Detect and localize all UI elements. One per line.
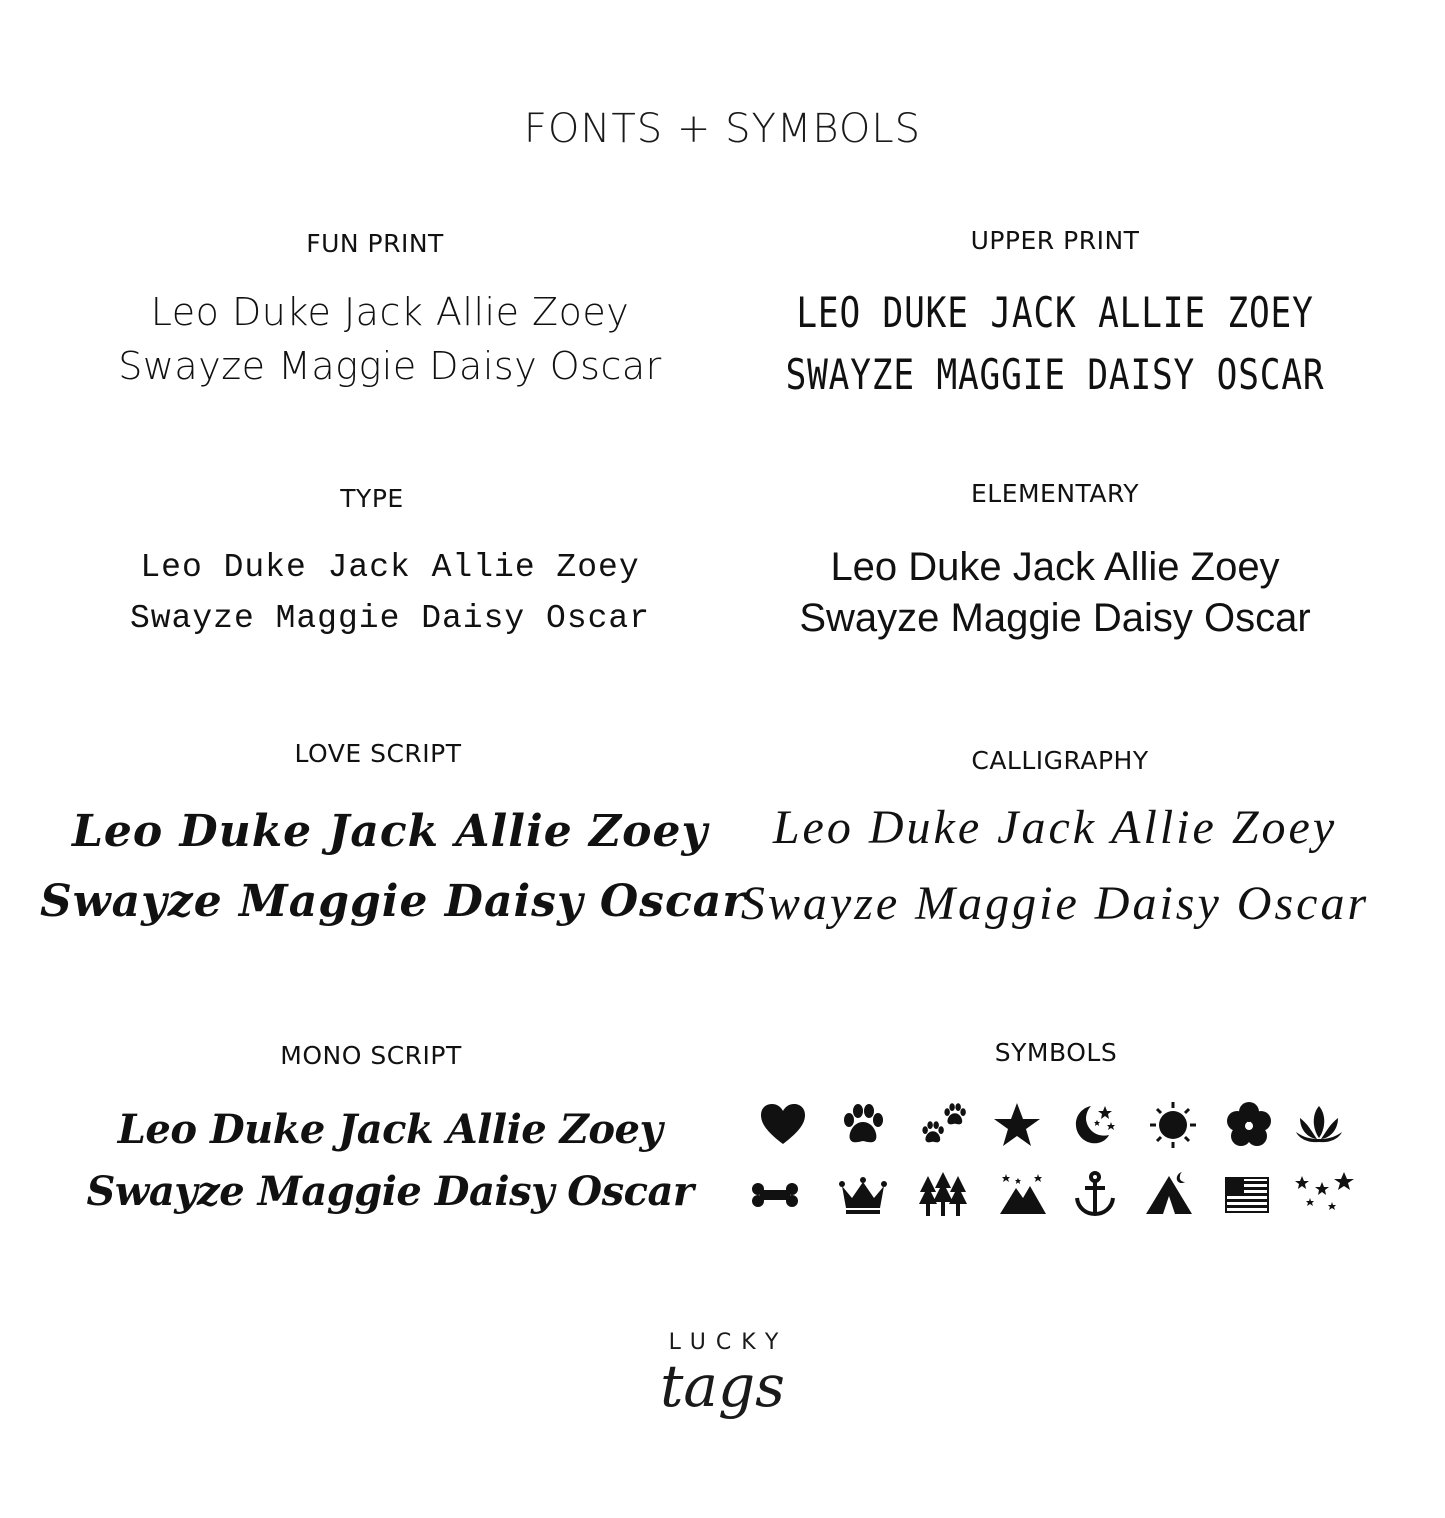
mountain-icon bbox=[996, 1168, 1050, 1222]
moon-stars-icon bbox=[1067, 1098, 1121, 1152]
section-label-mono-script: MONO SCRIPT bbox=[280, 1041, 462, 1070]
mono-script-sample-line-2: Swayze Maggie Daisy Oscar bbox=[86, 1168, 694, 1215]
mono-script-sample-line-1: Leo Duke Jack Allie Zoey bbox=[117, 1106, 663, 1153]
section-label-love-script: LOVE SCRIPT bbox=[294, 739, 462, 768]
fun-print-sample-line-2: Swayze Maggie Daisy Oscar bbox=[118, 344, 662, 388]
fun-print-sample-line-1: Leo Duke Jack Allie Zoey bbox=[150, 290, 630, 334]
upper-print-sample-line-2: SWAYZE MAGGIE DAISY OSCAR bbox=[785, 350, 1325, 399]
stars-icon bbox=[1292, 1168, 1362, 1222]
section-label-fun-print: FUN PRINT bbox=[306, 229, 444, 258]
page-title: FONTS + SYMBOLS bbox=[523, 106, 922, 152]
love-script-sample-line-1: Leo Duke Jack Allie Zoey bbox=[71, 806, 709, 857]
love-script-sample-line-2: Swayze Maggie Daisy Oscar bbox=[40, 876, 747, 927]
trees-icon bbox=[916, 1168, 970, 1222]
paw-prints-icon bbox=[916, 1098, 970, 1152]
elementary-sample-line-2: Swayze Maggie Daisy Oscar bbox=[799, 596, 1311, 640]
sun-icon bbox=[1146, 1098, 1200, 1152]
section-label-upper-print: UPPER PRINT bbox=[970, 226, 1140, 255]
star-icon bbox=[990, 1098, 1044, 1152]
bone-icon bbox=[748, 1168, 804, 1222]
calligraphy-sample-line-2: Swayze Maggie Daisy Oscar bbox=[740, 877, 1370, 930]
paw-icon bbox=[836, 1098, 890, 1152]
lotus-icon bbox=[1292, 1098, 1346, 1152]
calligraphy-sample-line-1: Leo Duke Jack Allie Zoey bbox=[772, 801, 1338, 854]
tent-icon bbox=[1142, 1168, 1196, 1222]
flower-icon bbox=[1222, 1098, 1276, 1152]
type-sample-line-2: Swayze Maggie Daisy Oscar bbox=[129, 600, 651, 637]
anchor-icon bbox=[1068, 1168, 1122, 1222]
section-label-symbols: SYMBOLS bbox=[994, 1038, 1118, 1067]
crown-icon bbox=[836, 1168, 890, 1222]
flag-icon bbox=[1220, 1168, 1274, 1222]
section-label-elementary: ELEMENTARY bbox=[970, 479, 1140, 508]
type-sample-line-1: Leo Duke Jack Allie Zoey bbox=[140, 549, 640, 586]
logo-lucky: LUCKY bbox=[668, 1330, 789, 1355]
elementary-sample-line-1: Leo Duke Jack Allie Zoey bbox=[830, 545, 1280, 589]
section-label-calligraphy: CALLIGRAPHY bbox=[971, 746, 1149, 775]
heart-icon bbox=[756, 1098, 810, 1152]
upper-print-sample-line-1: LEO DUKE JACK ALLIE ZOEY bbox=[796, 288, 1314, 337]
logo-tags: tags bbox=[660, 1352, 785, 1420]
section-label-type: TYPE bbox=[340, 484, 404, 513]
